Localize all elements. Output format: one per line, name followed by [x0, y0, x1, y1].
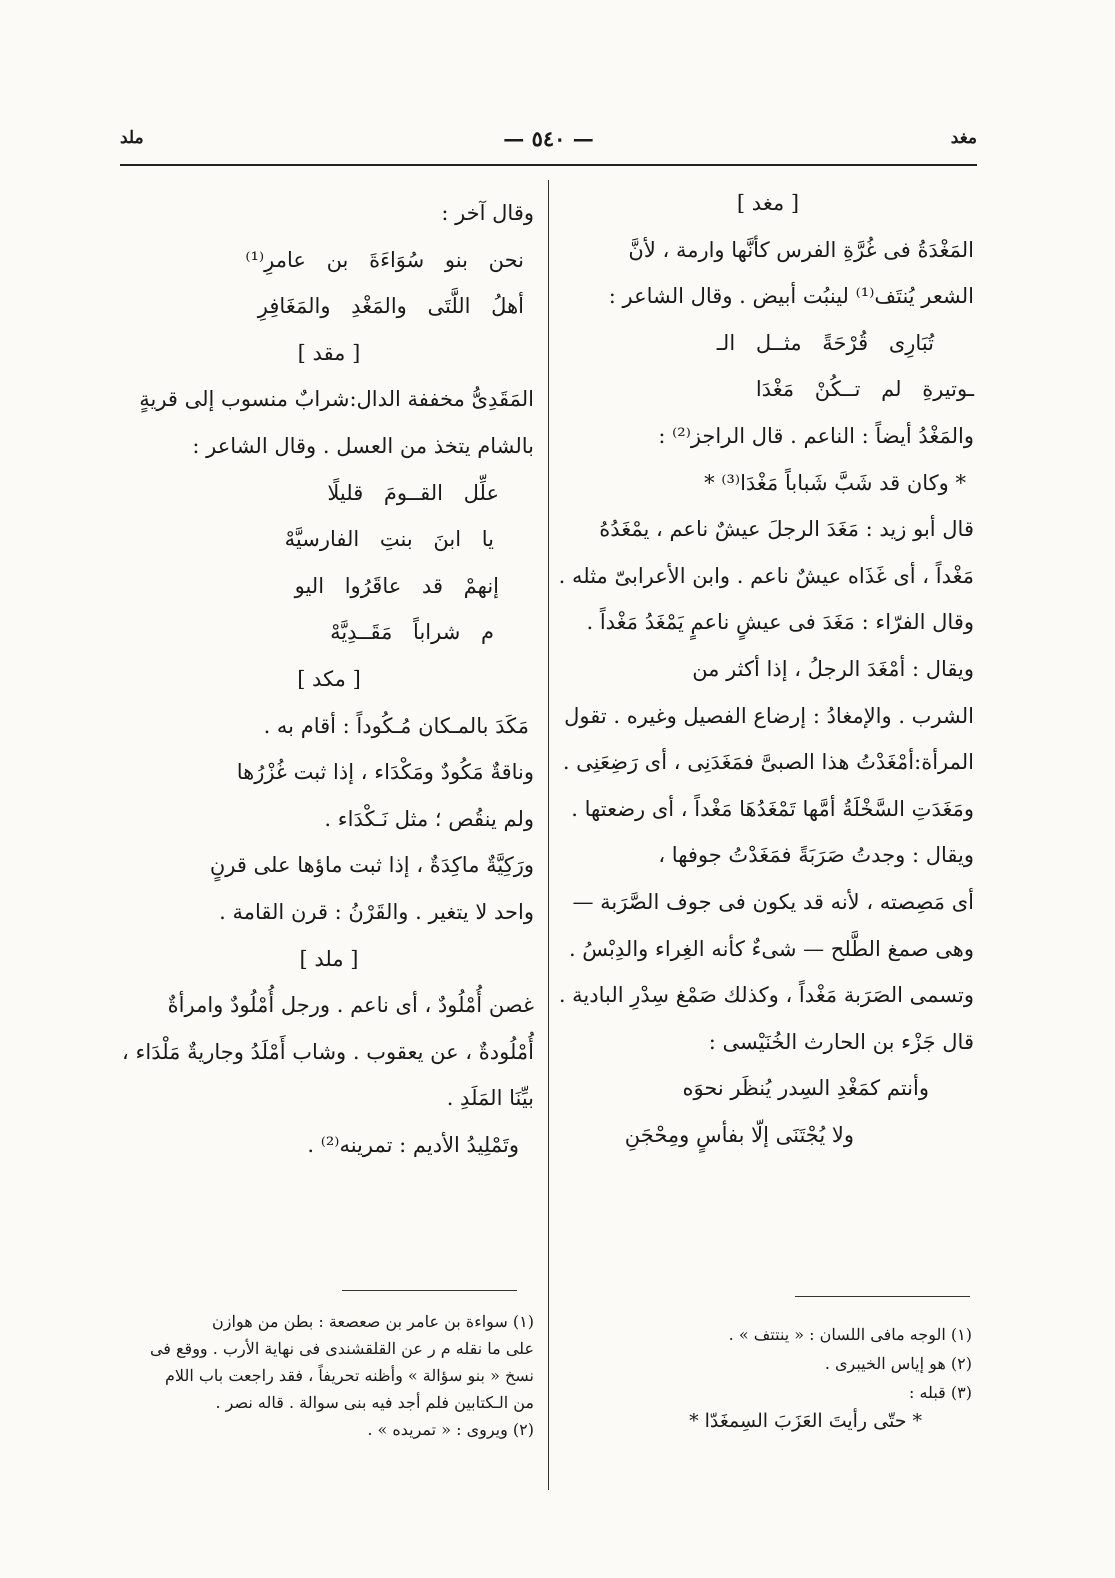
verse-line: م شراباً مَقَــدِيَّهْ [330, 620, 494, 645]
text-line: وناقةٌ مَكُودٌ ومَكْدَاء ، إذا ثبت غُزْرُها [236, 760, 534, 785]
text-line: ورَكِيَّةٌ ماكِدَةٌ ، إذا ثبت ماؤها على قرنٍ [209, 853, 534, 878]
text-line: وهى صمغ الطَّلح — شىءٌ كأنه الغِراء والدِبْسُ . [568, 936, 974, 961]
footnote-rule-right [795, 1296, 970, 1297]
verse-line: ـوتيرةِ لم تــكُنْ مَغْدَا [755, 377, 974, 402]
verse-line: وأنتم كمَغْدِ السِدر يُنظَر نحوَه [682, 1076, 929, 1101]
text-line: أى مَصِصته ، لأنه قد يكون فى جوف الصَّرَبة — [572, 889, 974, 914]
entry-heading: [ ملد ] [299, 946, 359, 971]
verse-line: يا ابنَ بنتِ الفارسيَّهْ [284, 527, 494, 552]
verse-line: * وكان قد شَبَّ شَباباً مَغْدَا⁽³⁾ * [704, 470, 966, 495]
verse-line: نحن بنو سُوَاءَةَ بن عامرِ⁽¹⁾ [245, 247, 524, 272]
page-header [120, 128, 977, 164]
text-line: الشرب . والإمغادُ : إرضاع الفصيل وغيره . تقول [564, 703, 974, 728]
text-line: المَغْدَةُ فى غُرَّةِ الفرس كأنَّها وارمة ، لأنَّ [628, 237, 974, 262]
header-left-keyword: ملد [120, 128, 144, 148]
footnote: نسخ « بنو سؤالة » وأظنه تحريفاً ، فقد راجعت باب اللام [165, 1366, 534, 1385]
left-footnotes [124, 1308, 534, 1443]
verse-line: تُبَارِى قُرْحَةً مثــل الـ [716, 330, 934, 355]
text-line: ومَغَدَتِ السَّخْلَةُ أمَّها تَمْغَدُهَا مَغْداً ، أى رضعتها . [571, 796, 974, 821]
footnote: (٢) ويروى : « تمريده » . [367, 1420, 534, 1439]
verse-line: ولا يُجْتَنَى إلّا بفأسٍ ومِحْجَنِ [624, 1122, 854, 1147]
text-line: غصن أُمْلُودٌ ، أى ناعم . ورجل أُمْلُودٌ وامرأةٌ [167, 993, 534, 1018]
verse-line: إنهمْ قد عاقَرُوا اليو [294, 573, 499, 598]
text-line: وقال آخر : [441, 201, 534, 225]
footnote-rule-left [342, 1290, 517, 1291]
column-divider [548, 180, 549, 1490]
text-line: الشعر يُنتَف⁽¹⁾ لينبُت أبيض . وقال الشاعر : [608, 284, 974, 309]
text-line: قال جَزْء بن الحارث الخُنَيْسى : [708, 1029, 974, 1054]
verse-line: علِّل القــومَ قليلًا [327, 480, 499, 505]
text-line: ولم ينقُص ؛ مثل نَـكْدَاء . [324, 806, 534, 831]
text-line: واحد لا يتغير . والقَرْنُ : قرن القامة . [219, 899, 534, 924]
text-line: ويقال : وجدتُ صَرَبَةً فمَغَدْتُ جوفها ، [658, 843, 974, 868]
text-line: وتسمى الصَرَبة مَغْداً ، وكذلك صَمْغ سِدْرِ البادية . [558, 983, 974, 1008]
text-line: ويقال : أمْغَدَ الرجلُ ، إذا أكثر من [692, 656, 974, 681]
text-line: وتَمْلِيدُ الأديم : تمرينه⁽²⁾ . [307, 1132, 519, 1157]
text-line: قال أبو زيد : مَغَدَ الرجلَ عيشٌ ناعم ، يمْغَدُهُ [599, 517, 974, 542]
entry-heading: [ مكد ] [297, 666, 361, 691]
verse-line: أهلُ اللَّتَى والمَغْدِ والمَغَافِرِ [257, 294, 524, 319]
text-line: والمَغْدُ أيضاً : الناعم . قال الراجز⁽²⁾ : [658, 423, 974, 448]
entry-heading: [ مقد ] [297, 340, 361, 365]
text-line: المرأة:أمْغَدْتُ هذا الصبىَّ فمَغَدَنِى ، أى رَضِعَنِى . [562, 750, 974, 775]
header-rule [120, 164, 977, 166]
right-column [558, 180, 974, 1158]
text-line: المَقَدِىُّ مخففة الدال:شرابٌ منسوب إلى قريةٍ [139, 387, 534, 412]
text-line: بالشام يتخذ من العسل . وقال الشاعر : [192, 433, 534, 458]
footnote: على ما نقله م ر عن القلقشندى فى نهاية الأرب . ووقع فى [149, 1339, 534, 1358]
text-line: أُمْلُودةٌ ، عن يعقوب . وشاب أَمْلَدُ وجاريةٌ مَلْدَاء ، [122, 1039, 534, 1064]
footnote: (١) سواءة بن عامر بن صعصعة : بطن من هوازن [212, 1312, 534, 1331]
footnote: (٢) هو إياس الخيبرى . [824, 1354, 972, 1373]
entry-heading: [ مغد ] [736, 191, 800, 215]
footnote-verse: * حتّى رأيتَ العَزَبَ السِمغَدّا * [689, 1410, 922, 1432]
text-line: مَكَدَ بالمـكان مُـكُوداً : أقام به . [263, 713, 529, 738]
footnote: (٣) قبله : [909, 1383, 972, 1402]
page-number: — ٥٤٠ — [503, 126, 594, 151]
text-line: مَغْداً ، أى غَذَاه عيشٌ ناعم . وابن الأعرابىّ مثله . [558, 563, 974, 588]
text-line: وقال الفرّاء : مَغَدَ فى عيشٍ ناعمٍ يَمْغَدُ مَغْداً . [586, 610, 974, 635]
left-column [124, 190, 534, 1168]
text-line: بيِّنَا المَلَدِ . [446, 1086, 534, 1111]
header-right-keyword: مغد [950, 128, 977, 148]
right-footnotes [562, 1320, 972, 1436]
footnote: (١) الوجه مافى اللسان : « ينتتف » . [728, 1325, 972, 1344]
footnote: من الـكتابين فلم أجد فيه بنى سوالة . قاله نصر . [215, 1393, 534, 1412]
